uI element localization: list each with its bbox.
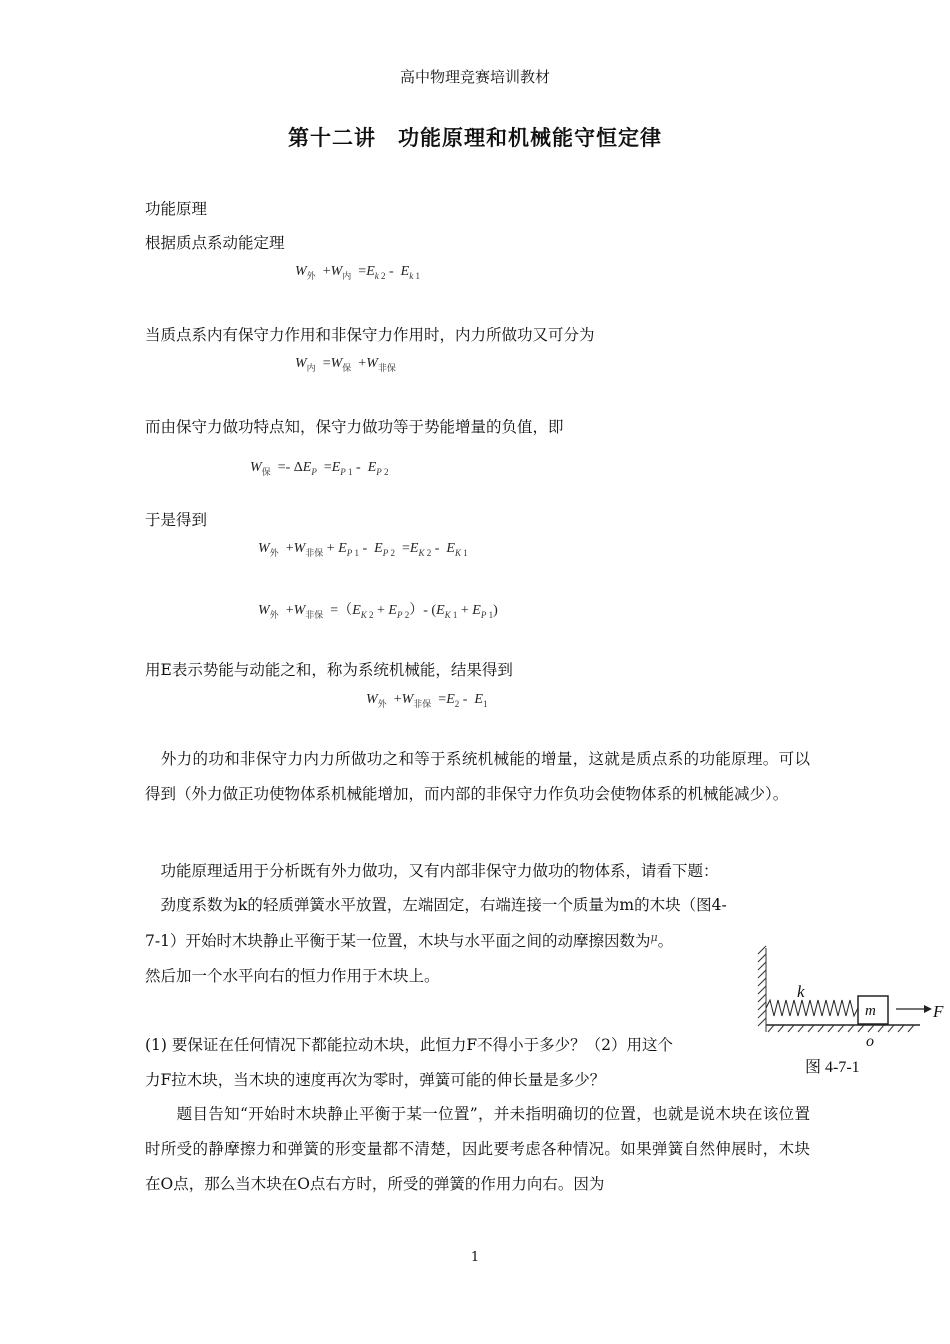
section-heading: 功能原理 (145, 200, 208, 218)
paragraph-work-energy: 外力的功和非保守力内力所做功之和等于系统机械能的增量，这就是质点系的功能原理。可以得到（外力做正功使物体系机械能增加，而内部的非保守力作负功会使物体系的机械能减少）。 (145, 750, 810, 803)
label-F: F (933, 1002, 944, 1021)
text-line: 用E表示势能与动能之和，称为系统机械能，结果得到 (145, 661, 513, 679)
label-m: m (865, 1003, 876, 1019)
equation-4: $W_外 +W_{非保} + E_{P 1} - E_{P 2} =E_{K 2} - E_{K 1}$ (258, 541, 468, 558)
label-k: k (797, 982, 805, 1001)
page-number: 1 (470, 1250, 480, 1265)
running-header: 高中物理竞赛培训教材 (399, 68, 550, 86)
equation-5: $W_外 +W_{非保} =(E_{K 2} + E_{P 2})-$ $(E_{K 1} + E_{P 1})$ (258, 603, 498, 620)
label-o: o (866, 1033, 874, 1050)
text-line: 于是得到 (145, 511, 208, 529)
lecture-title: 第十二讲 功能原理和机械能守恒定律 (288, 125, 662, 150)
question-line: (1) 要保证在任何情况下都能拉动木块，此恒力F不得小于多少？（2）用这个 (145, 1036, 674, 1054)
problem-line: 然后加一个水平向右的恒力作用于木块上。 (145, 967, 440, 985)
spring-coil (766, 1000, 858, 1016)
equation-3: $W_保 =- \Delta E_P =E_{P 1} - E_{P 2}$ (250, 460, 389, 477)
force-arrow-head (924, 1005, 932, 1013)
text-line: 根据质点系动能定理 (145, 234, 285, 252)
text-line: 当质点系内有保守力作用和非保守力作用时，内力所做功又可分为 (145, 326, 595, 344)
equation-1: $W_外 +W_内 =E_{k 2} - E_{k 1}$ (295, 264, 420, 281)
equation-2: $W_内 =W_保 +W_{非保}$ (295, 356, 396, 373)
question-line: 力F拉木块，当木块的速度再次为零时，弹簧可能的伸长量是多少？ (145, 1071, 606, 1089)
equation-6: $W_外 +W_{非保} =E_2 - E_1$ (366, 692, 488, 709)
paragraph-application: 功能原理适用于分析既有外力做功，又有内部非保守力做功的物体系，请看下题： (145, 862, 719, 880)
figure-caption: 图 4-7-1 (805, 1059, 860, 1076)
mu-symbol: μ (650, 931, 658, 944)
paragraph-analysis: 题目告知“开始时木块静止平衡于某一位置”，并未指明确切的位置，也就是说木块在该位置时所受的静摩擦力和弹簧的形变量都不清楚，因此要考虑各种情况。如果弹簧自然伸展时，木块在O点，那么当木块在O点右方时，所受的弹簧的作用力向右。因为 (145, 1105, 810, 1193)
problem-line: 7-1）开始时木块静止平衡于某一位置，木块与水平面之间的动摩擦因数为$^\mu$。 (145, 931, 674, 950)
problem-line: 劲度系数为k的轻质弹簧水平放置，左端固定，右端连接一个质量为m的木块（图4- (145, 896, 727, 914)
text-line: 而由保守力做功特点知，保守力做功等于势能增量的负值，即 (145, 418, 564, 436)
